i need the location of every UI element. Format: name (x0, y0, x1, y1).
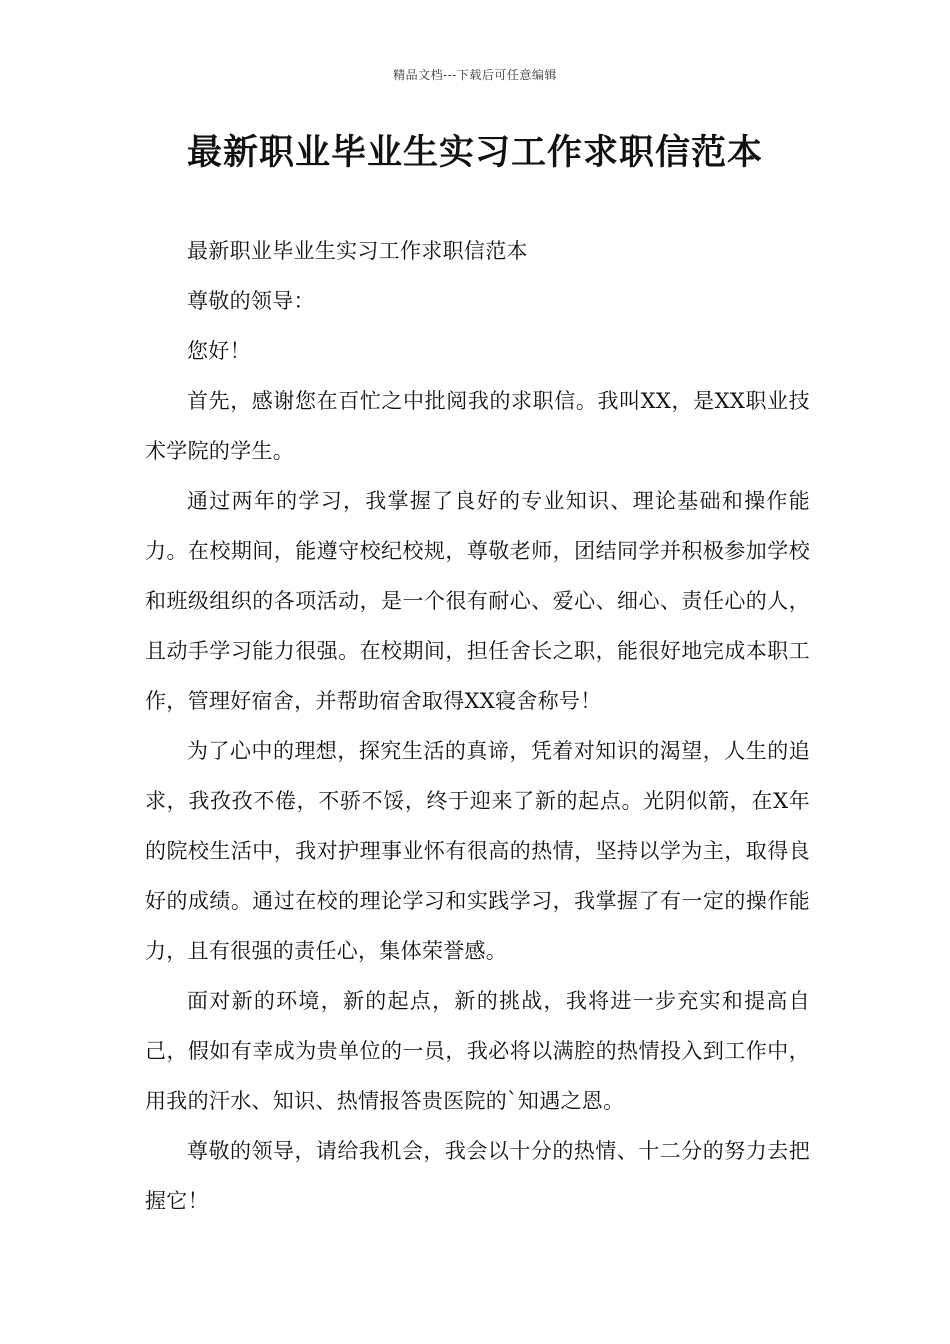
paragraph-ideals: 为了心中的理想，探究生活的真谛，凭着对知识的渴望，人生的追求，我孜孜不倦，不骄不馁，终于迎来了新的起点。光阴似箭，在X年的院校生活中，我对护理事业怀有很高的热情，坚持以学为主，取得良好的成绩。通过在校的理论学习和实践学习，我掌握了有一定的操作能力，且有很强的责任心，集体荣誉感。 (145, 739, 810, 963)
paragraph-commitment: 面对新的环境，新的起点，新的挑战，我将进一步充实和提高自己，假如有幸成为贵单位的一员，我必将以满腔的热情投入到工作中，用我的汗水、知识、热情报答贵医院的`知遇之恩。 (145, 989, 810, 1113)
paragraph-salutation: 尊敬的领导： (187, 289, 315, 313)
paragraph-study-experience: 通过两年的学习，我掌握了良好的专业知识、理论基础和操作能力。在校期间，能遵守校纪校规，尊敬老师，团结同学并积极参加学校和班级组织的各项活动，是一个很有耐心、爱心、细心、责任心的人，且动手学习能力很强。在校期间，担任舍长之职，能很好地完成本职工作，管理好宿舍，并帮助宿舍取得XX寝舍称号！ (145, 489, 810, 713)
paragraph-closing: 尊敬的领导，请给我机会，我会以十分的热情、十二分的努力去把握它！ (145, 1139, 810, 1213)
header-note: 精品文档---下载后可任意编辑 (393, 68, 557, 82)
paragraph-greeting: 您好！ (187, 339, 251, 363)
paragraph-subtitle: 最新职业毕业生实习工作求职信范本 (187, 239, 528, 263)
document-body (145, 226, 810, 1226)
paragraph-introduction: 首先，感谢您在百忙之中批阅我的求职信。我叫XX，是XX职业技术学院的学生。 (145, 389, 810, 463)
document-title: 最新职业毕业生实习工作求职信范本 (186, 133, 763, 173)
